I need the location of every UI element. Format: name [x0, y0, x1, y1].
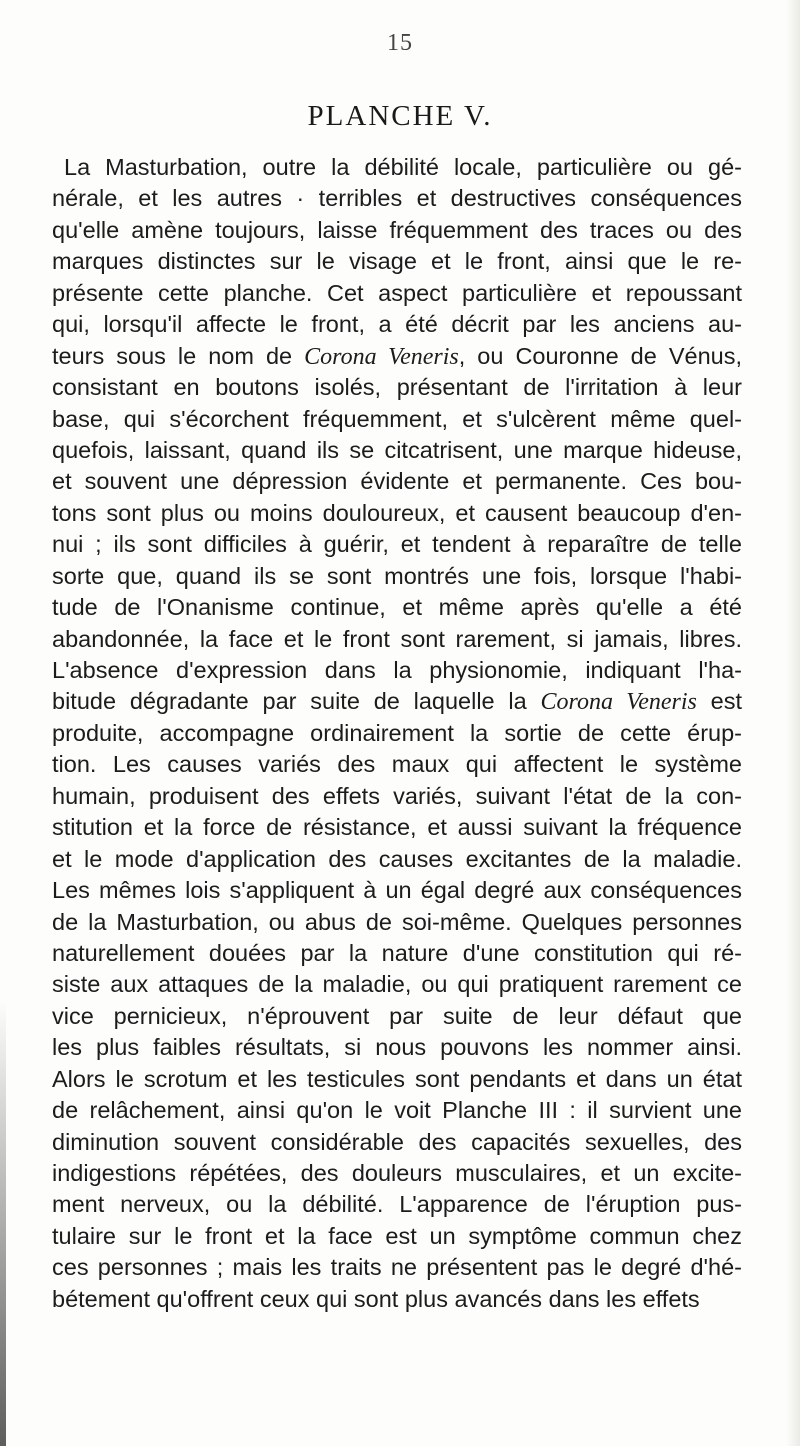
text-line: tulaire sur le front et la face est un symptôme commun chez: [52, 1222, 742, 1249]
text-segment: est: [696, 688, 743, 715]
text-line: base, qui s'écorchent fréquemment, et s'ulcèrent même quel-: [52, 405, 742, 432]
text-line: nérale, et les autres · terribles et destructives conséquences: [52, 185, 742, 212]
text-line: tude de l'Onanisme continue, et même après qu'elle a été: [52, 594, 742, 621]
text-line: bétement qu'offrent ceux qui sont plus avancés dans les effets: [52, 1285, 700, 1312]
text-line: consistant en boutons isolés, présentant de l'irritation à leur: [52, 374, 742, 401]
text-line: humain, produisent des effets variés, suivant l'état de la con-: [52, 782, 742, 809]
text-line: stitution et la force de résistance, et aussi suivant la fréquence: [52, 814, 742, 841]
text-line: La Masturbation, outre la débilité locale, particulière ou gé-: [64, 154, 742, 180]
text-line: qui, lorsqu'il affecte le front, a été décrit par les anciens au-: [52, 311, 742, 338]
text-line: naturellement douées par la nature d'une constitution qui ré-: [52, 939, 742, 966]
text-line: tons sont plus ou moins douloureux, et causent beaucoup d'en-: [52, 499, 742, 526]
text-line: [52, 341, 742, 372]
text-line: et souvent une dépression évidente et permanente. Ces bou-: [52, 468, 742, 495]
text-line: siste aux attaques de la maladie, ou qui pratiquent rarement ce: [52, 971, 742, 998]
text-segment: , ou Couronne de Vénus,: [458, 342, 742, 369]
text-line: [52, 686, 742, 717]
text-line: ment nerveux, ou la débilité. L'apparence de l'éruption pus-: [52, 1191, 742, 1218]
text-line: diminution souvent considérable des capacités sexuelles, des: [52, 1128, 742, 1155]
text-line: présente cette planche. Cet aspect particulière et repoussant: [52, 279, 742, 306]
italic-term: Corona Veneris: [540, 689, 697, 716]
text-line: indigestions répétées, des douleurs musculaires, et un excite-: [52, 1160, 742, 1186]
text-line: qu'elle amène toujours, laisse fréquemment des traces ou des: [52, 216, 742, 243]
text-line: Alors le scrotum et les testicules sont pendants et dans un état: [52, 1065, 742, 1092]
text-line: abandonnée, la face et le front sont rarement, si jamais, libres.: [52, 625, 742, 652]
page-number: 15: [387, 30, 413, 56]
page-title: PLANCHE V.: [307, 100, 493, 132]
text-line: de relâchement, ainsi qu'on le voit Planche III : il survient une: [52, 1097, 742, 1124]
italic-term: Corona Veneris: [304, 343, 459, 370]
text-line: sorte que, quand ils se sont montrés une fois, lorsque l'habi-: [52, 562, 742, 589]
body-paragraph: [52, 152, 742, 1315]
text-line: vice pernicieux, n'éprouvent par suite de leur défaut que: [52, 1002, 742, 1029]
text-line: produite, accompagne ordinairement la sortie de cette érup-: [52, 719, 742, 746]
text-segment: teurs sous le nom de: [52, 342, 305, 369]
text-line: tion. Les causes variés des maux qui affectent le système: [52, 751, 742, 778]
text-line: Les mêmes lois s'appliquent à un égal degré aux conséquences: [52, 877, 742, 904]
text-line: L'absence d'expression dans la physionomie, indiquant l'ha-: [52, 657, 742, 683]
text-line: et le mode d'application des causes excitantes de la maladie.: [52, 845, 742, 872]
text-line: quefois, laissant, quand ils se citcatrisent, une marque hideuse,: [52, 436, 742, 463]
text-line: ces personnes ; mais les traits ne présentent pas le degré d'hé-: [52, 1254, 742, 1281]
page-edge-shadow: [786, 0, 800, 1446]
text-line: les plus faibles résultats, si nous pouvons les nommer ainsi.: [52, 1034, 742, 1061]
text-line: marques distinctes sur le visage et le front, ainsi que le re-: [52, 248, 742, 275]
binding-shadow: [0, 1000, 6, 1446]
text-line: nui ; ils sont difficiles à guérir, et tendent à reparaître de telle: [52, 531, 742, 558]
text-segment: bitude dégradante par suite de laquelle la: [52, 688, 541, 715]
text-line: de la Masturbation, ou abus de soi-même. Quelques personnes: [52, 908, 742, 935]
